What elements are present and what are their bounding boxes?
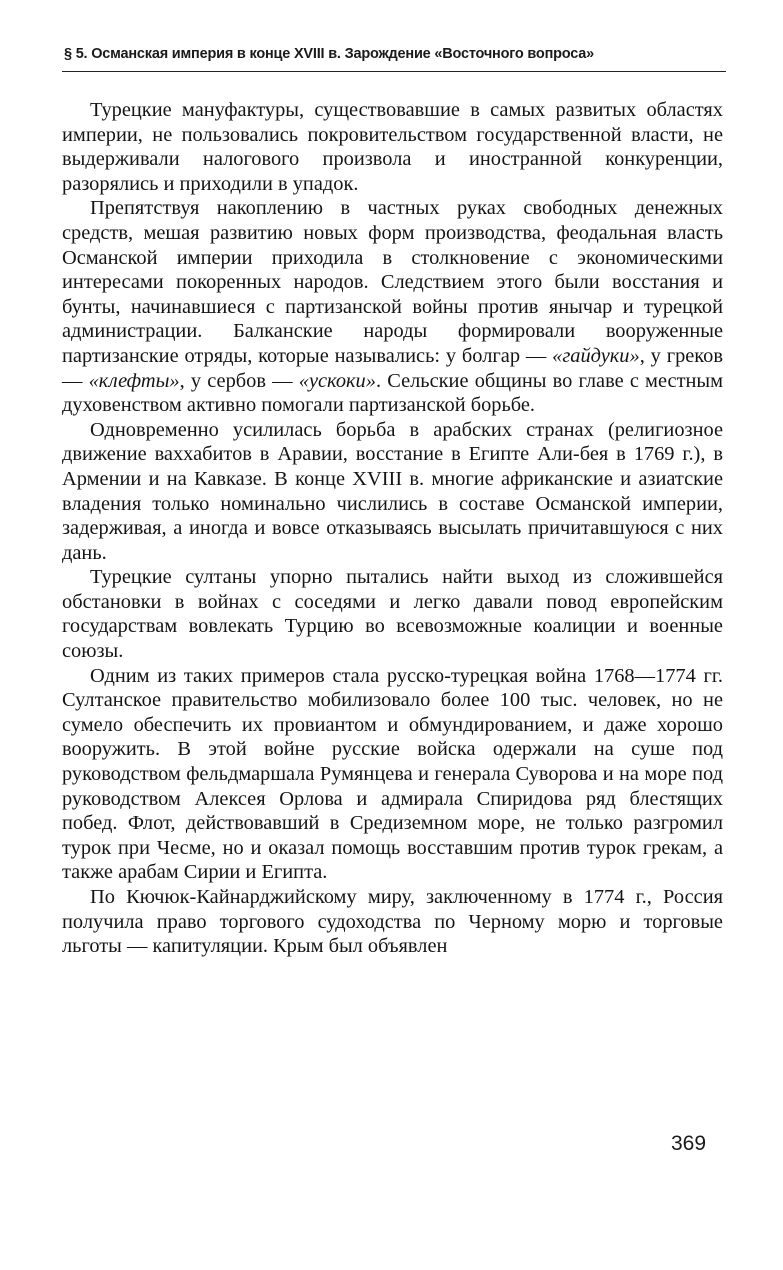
paragraph-uprisings-part4: . Сельские общины во главе с местным духовенством активно помогали партизанской борьбе.: [62, 369, 723, 417]
running-header: § 5. Османская империя в конце XVIII в. Зарождение «Восточного вопроса»: [64, 46, 595, 62]
paragraph-arab-struggle: Одновременно усилилась борьба в арабских странах (религиозное движение ваххабитов в Аравии, восстание в Египте Али-бея в 1769 г.), в Армении и на Кавказе. В конце XVIII в. многие африканские и азиатские владения только номинально числились в составе Османской империи, задерживая, а иногда и вовсе отказываясь высылать причитавшуюся с них дань.: [62, 418, 723, 564]
paragraph-russo-turkish-war: Одним из таких примеров стала русско-турецкая война 1768—1774 гг. Султанское правительство мобилизовало более 100 тыс. человек, но не сумело обеспечить их провиантом и обмундированием, и даже хорошо вооружить. В этой войне русские войска одержали на суше под руководством фельдмаршала Румянцева и генерала Суворова и на море под руководством Алексея Орлова и адмирала Спиридова ряд блестящих побед. Флот, действовавший в Средиземном море, не только разгромил турок при Чесме, но и оказал помощь восставшим против турок грекам, а также арабам Сирии и Египта.: [62, 664, 723, 884]
page-number: 369: [671, 1132, 707, 1155]
paragraph-uprisings-part1: Препятствуя накоплению в частных руках свободных денежных средств, мешая развитию новых форм производства, феодальная власть Османской империи приходила в столкновение с экономическими интересами покоренных народов. Следствием этого были восстания и бунты, начинавшиеся с партизанской войны против янычар и турецкой администрации. Балканские народы формировали вооруженные партизанские отряды, которые назывались: у болгар —: [62, 197, 723, 367]
paragraph-sultans: Турецкие султаны упорно пытались найти выход из сложившейся обстановки в войнах с соседями и легко давали повод европейским государствам вовлекать Турцию во всевозможные коалиции и военные союзы.: [62, 566, 723, 663]
paragraph-uprisings-part2: , у греков —: [62, 344, 724, 392]
body-text: [62, 98, 723, 959]
paragraph-kuchuk-kainarji: По Кючюк-Кайнарджийскому миру, заключенному в 1774 г., Россия получила право торгового судоходства по Черному морю и торговые льготы — капитуляции. Крым был объявлен: [62, 886, 723, 958]
term-klephts: «клефты»: [88, 369, 180, 392]
term-haiduks: «гайдуки»: [552, 344, 640, 367]
paragraph-uprisings: [62, 196, 723, 417]
term-uskoks: «ускоки»: [298, 369, 376, 392]
paragraph-uprisings-part3: , у сербов —: [179, 369, 299, 392]
paragraph-manufactures: Турецкие мануфактуры, существовавшие в самых развитых областях империи, не пользовались покровительством государственной власти, не выдерживали налогового произвола и иностранной конкуренции, разорялись и приходили в упадок.: [62, 99, 723, 195]
header-rule: [62, 71, 726, 72]
